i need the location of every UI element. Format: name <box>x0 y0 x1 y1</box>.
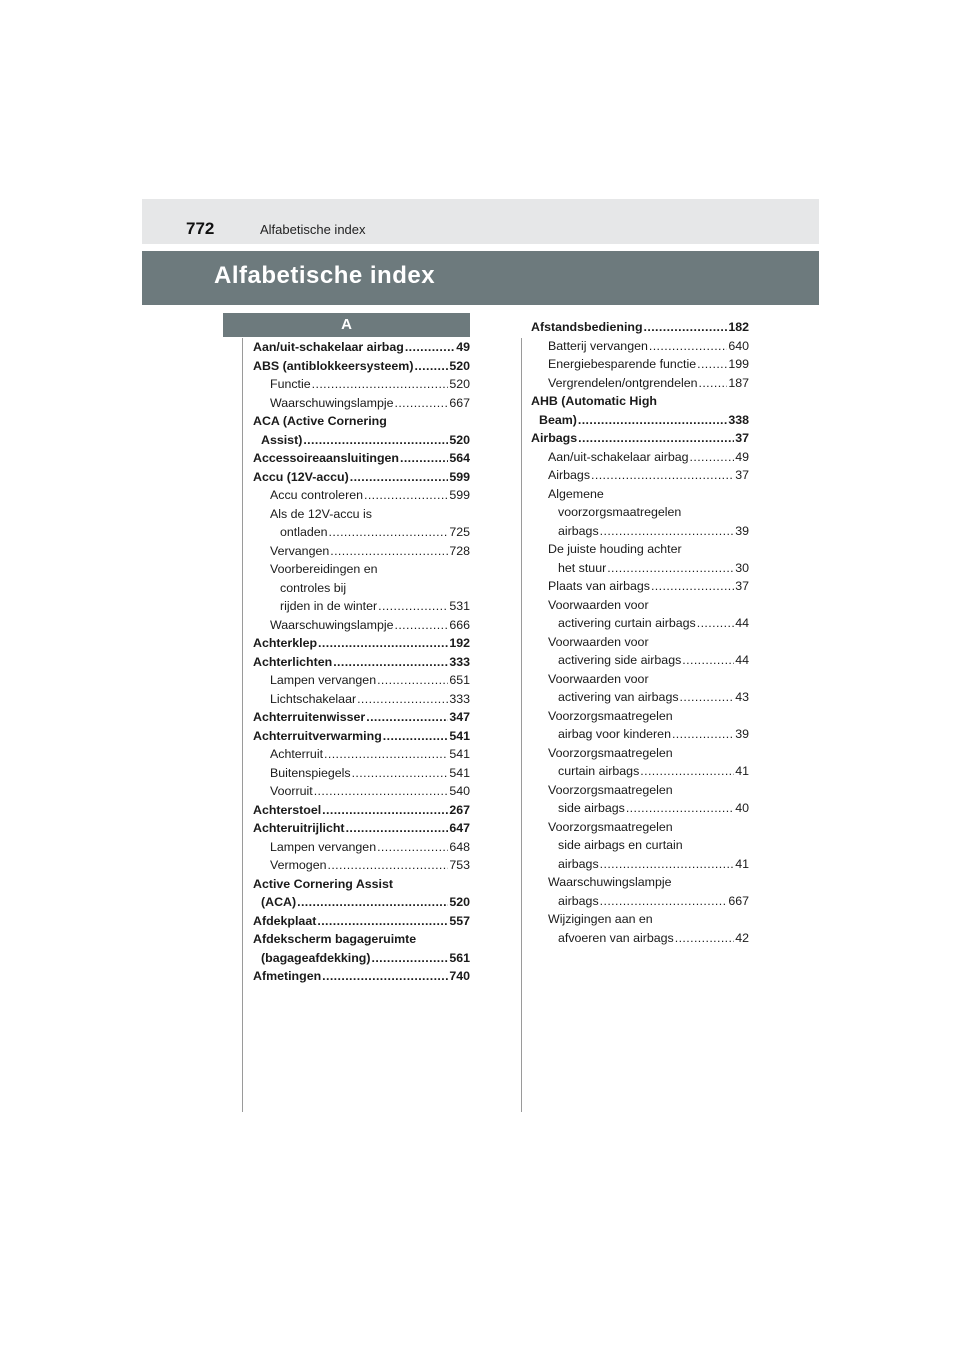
entry-label: Achterstoel <box>253 802 322 817</box>
entry-label: ontladen <box>280 525 328 539</box>
column-divider-left <box>242 338 243 1112</box>
entry-label: (ACA) <box>261 895 297 909</box>
entry-label: Voorzorgsmaatregelen <box>548 782 673 797</box>
entry-page-number: 37 <box>735 468 749 482</box>
index-entry <box>531 707 749 726</box>
index-entry <box>531 688 749 707</box>
page-title: Alfabetische index <box>214 262 436 289</box>
index-entry <box>531 614 749 633</box>
leader-dots <box>578 429 734 448</box>
leader-dots <box>414 357 448 376</box>
leader-dots <box>405 338 455 357</box>
entry-label: Beam) <box>539 412 577 427</box>
index-entry <box>531 596 749 615</box>
entry-page-number: 666 <box>449 617 470 632</box>
entry-page-number: 347 <box>449 710 470 724</box>
index-entry <box>531 670 749 689</box>
leader-dots <box>690 448 735 467</box>
entry-label: afvoeren van airbags <box>558 930 674 945</box>
leader-dots <box>644 318 728 337</box>
leader-dots <box>322 801 448 820</box>
entry-label: Achterlichten <box>253 654 333 669</box>
entry-label: Achterruitverwarming <box>253 728 382 743</box>
leader-dots <box>400 449 448 468</box>
entry-page-number: 520 <box>449 895 470 909</box>
entry-label: Achteruitrijlicht <box>253 821 345 835</box>
leader-dots <box>322 967 448 986</box>
entry-page-number: 541 <box>449 765 470 780</box>
index-entry <box>253 486 470 505</box>
leader-dots <box>317 912 448 931</box>
index-entry <box>531 633 749 652</box>
index-column-left <box>253 338 470 986</box>
index-entry <box>531 744 749 763</box>
leader-dots <box>699 374 728 393</box>
index-entry <box>253 560 470 579</box>
column-divider-right <box>521 338 522 1112</box>
entry-page-number: 43 <box>735 690 749 704</box>
entry-label: activering van airbags <box>558 690 679 704</box>
entry-label: rijden in de winter <box>280 599 378 613</box>
index-entry <box>531 577 749 596</box>
entry-label: Voorzorgsmaatregelen <box>548 708 673 723</box>
index-entry <box>253 949 470 968</box>
index-entry <box>531 392 749 411</box>
entry-label: Accu (12V-accu) <box>253 469 349 484</box>
leader-dots <box>314 782 449 801</box>
entry-page-number: 39 <box>735 523 749 538</box>
leader-dots <box>591 466 734 485</box>
leader-dots <box>682 651 734 670</box>
entry-label: Airbags <box>548 468 591 482</box>
index-entry <box>531 873 749 892</box>
leader-dots <box>697 355 727 374</box>
entry-page-number: 520 <box>449 377 470 391</box>
entry-label: Waarschuwingslampje <box>270 395 394 410</box>
leader-dots <box>318 634 448 653</box>
entry-page-number: 640 <box>728 338 749 353</box>
leader-dots <box>371 949 448 968</box>
leader-dots <box>297 893 448 912</box>
index-entry <box>253 431 470 450</box>
entry-page-number: 267 <box>449 802 470 817</box>
entry-page-number: 40 <box>735 801 749 815</box>
entry-label: Afstandsbediening <box>531 320 643 334</box>
entry-label: controles bij <box>280 580 347 595</box>
entry-label: Afdekscherm bagageruimte <box>253 932 417 946</box>
index-entry <box>253 801 470 820</box>
entry-label: Voorzorgsmaatregelen <box>548 745 673 760</box>
entry-label: AHB (Automatic High <box>531 394 657 408</box>
index-entry <box>253 634 470 653</box>
index-entry <box>531 374 749 393</box>
index-entry <box>253 690 470 709</box>
index-entry <box>253 412 470 431</box>
index-entry <box>253 671 470 690</box>
entry-label: Voorzorgsmaatregelen <box>548 819 673 834</box>
entry-page-number: 39 <box>735 727 749 741</box>
entry-label: Waarschuwingslampje <box>548 875 672 889</box>
entry-label: Algemene <box>548 486 604 501</box>
index-entry <box>531 503 749 522</box>
entry-label: airbags <box>558 523 599 538</box>
index-entry <box>531 337 749 356</box>
entry-page-number: 540 <box>449 784 470 798</box>
index-entry <box>253 838 470 857</box>
index-entry <box>253 875 470 894</box>
entry-page-number: 37 <box>735 579 749 593</box>
entry-page-number: 41 <box>735 764 749 778</box>
index-entry <box>253 357 470 376</box>
leader-dots <box>350 468 449 487</box>
index-entry <box>253 912 470 931</box>
entry-label: Achterruitenwisser <box>253 710 366 724</box>
entry-label: Achterruit <box>270 747 324 761</box>
entry-label: Voorwaarden voor <box>548 671 649 686</box>
index-entry <box>531 929 749 948</box>
entry-page-number: 667 <box>728 893 749 908</box>
leader-dots <box>377 838 448 857</box>
entry-label: Accu controleren <box>270 488 363 502</box>
index-entry <box>253 505 470 524</box>
page-number: 772 <box>186 219 215 238</box>
leader-dots <box>366 708 448 727</box>
entry-label: Afmetingen <box>253 969 322 983</box>
entry-page-number: 557 <box>449 913 470 928</box>
entry-label: Voorwaarden voor <box>548 597 649 612</box>
index-entry <box>253 468 470 487</box>
entry-label: Assist) <box>261 432 303 447</box>
entry-page-number: 753 <box>449 858 470 872</box>
entry-page-number: 30 <box>735 560 749 575</box>
index-entry <box>253 523 470 542</box>
entry-label: Aan/uit-schakelaar airbag <box>253 340 404 354</box>
index-entry <box>253 449 470 468</box>
running-title: Alfabetische index <box>260 222 366 237</box>
section-letter-tab: A <box>223 313 470 337</box>
entry-page-number: 541 <box>449 747 470 761</box>
index-entry <box>531 540 749 559</box>
leader-dots <box>578 411 727 430</box>
leader-dots <box>383 727 449 746</box>
index-entry <box>531 725 749 744</box>
entry-label: ACA (Active Cornering <box>253 414 387 428</box>
index-entry <box>531 522 749 541</box>
entry-page-number: 599 <box>449 488 470 502</box>
entry-label: curtain airbags <box>558 764 640 778</box>
entry-page-number: 338 <box>728 412 749 427</box>
entry-page-number: 44 <box>735 653 749 667</box>
entry-page-number: 599 <box>449 469 470 484</box>
entry-label: Energiebesparende functie <box>548 357 697 371</box>
leader-dots <box>600 855 735 874</box>
entry-label: (bagageafdekking) <box>261 950 371 965</box>
leader-dots <box>607 559 734 578</box>
entry-label: Voorbereidingen en <box>270 562 378 576</box>
index-entry <box>531 781 749 800</box>
entry-label: Lampen vervangen <box>270 839 377 854</box>
leader-dots <box>327 856 448 875</box>
entry-page-number: 49 <box>735 449 749 464</box>
index-entry <box>531 910 749 929</box>
entry-page-number: 41 <box>735 856 749 871</box>
entry-page-number: 192 <box>449 636 470 650</box>
index-entry <box>253 745 470 764</box>
leader-dots <box>333 653 448 672</box>
running-header-bar <box>142 199 819 244</box>
entry-label: activering side airbags <box>558 653 682 667</box>
entry-page-number: 725 <box>449 525 470 539</box>
index-entry <box>531 355 749 374</box>
leader-dots <box>303 431 448 450</box>
entry-label: Waarschuwingslampje <box>270 617 394 632</box>
leader-dots <box>377 671 448 690</box>
entry-label: het stuur <box>558 560 607 575</box>
index-entry <box>531 429 749 448</box>
index-entry <box>531 559 749 578</box>
index-entry <box>531 466 749 485</box>
entry-label: airbag voor kinderen <box>558 727 671 741</box>
leader-dots <box>352 764 449 783</box>
entry-label: Active Cornering Assist <box>253 876 394 891</box>
leader-dots <box>626 799 734 818</box>
entry-page-number: 333 <box>449 691 470 706</box>
entry-label: airbags <box>558 893 599 908</box>
entry-label: Buitenspiegels <box>270 765 351 780</box>
index-entry <box>253 338 470 357</box>
index-entry <box>253 764 470 783</box>
index-entry <box>253 597 470 616</box>
entry-page-number: 541 <box>449 728 470 743</box>
entry-label: De juiste houding achter <box>548 542 682 556</box>
index-entry <box>531 411 749 430</box>
index-entry <box>253 782 470 801</box>
index-entry <box>531 485 749 504</box>
index-entry <box>253 727 470 746</box>
leader-dots <box>600 892 728 911</box>
index-column-right <box>531 318 749 947</box>
entry-page-number: 740 <box>449 969 470 983</box>
entry-label: Vervangen <box>270 543 330 558</box>
entry-label: ABS (antiblokkeersysteem) <box>253 358 414 373</box>
index-entry <box>253 375 470 394</box>
entry-page-number: 728 <box>449 543 470 558</box>
entry-page-number: 520 <box>449 358 470 373</box>
entry-label: Achterklep <box>253 636 318 650</box>
index-entry <box>253 856 470 875</box>
index-entry <box>253 930 470 949</box>
leader-dots <box>675 929 734 948</box>
index-entry <box>253 394 470 413</box>
entry-page-number: 651 <box>449 673 470 687</box>
entry-page-number: 49 <box>456 340 470 354</box>
entry-label: voorzorgsmaatregelen <box>558 505 682 519</box>
index-entry <box>531 651 749 670</box>
leader-dots <box>364 486 448 505</box>
entry-page-number: 199 <box>728 357 749 371</box>
entry-page-number: 182 <box>728 320 749 334</box>
entry-label: Wijzigingen aan en <box>548 912 653 926</box>
entry-label: Aan/uit-schakelaar airbag <box>548 449 689 464</box>
entry-page-number: 37 <box>735 431 749 445</box>
entry-page-number: 44 <box>735 616 749 630</box>
entry-page-number: 42 <box>735 930 749 945</box>
index-entry <box>531 448 749 467</box>
leader-dots <box>330 542 448 561</box>
leader-dots <box>697 614 734 633</box>
index-entry <box>531 855 749 874</box>
leader-dots <box>346 819 449 838</box>
entry-label: Vergrendelen/ontgrendelen <box>548 375 698 390</box>
entry-label: airbags <box>558 856 599 871</box>
leader-dots <box>600 522 735 541</box>
entry-page-number: 187 <box>728 375 749 390</box>
leader-dots <box>378 597 448 616</box>
entry-label: activering curtain airbags <box>558 616 696 630</box>
leader-dots <box>649 337 727 356</box>
entry-label: Voorwaarden voor <box>548 634 649 649</box>
entry-label: Voorruit <box>270 784 313 798</box>
leader-dots <box>651 577 734 596</box>
index-entry <box>531 836 749 855</box>
leader-dots <box>395 394 449 413</box>
entry-page-number: 648 <box>449 839 470 854</box>
entry-page-number: 667 <box>449 395 470 410</box>
entry-label: Afdekplaat <box>253 913 317 928</box>
leader-dots <box>324 745 448 764</box>
leader-dots <box>680 688 735 707</box>
index-entry <box>531 762 749 781</box>
index-entry <box>253 616 470 635</box>
leader-dots <box>312 375 449 394</box>
index-entry <box>531 799 749 818</box>
index-entry <box>253 967 470 986</box>
entry-page-number: 561 <box>449 950 470 965</box>
entry-page-number: 647 <box>449 821 470 835</box>
entry-label: Airbags <box>531 431 578 445</box>
entry-label: Lampen vervangen <box>270 673 377 687</box>
leader-dots <box>640 762 734 781</box>
entry-page-number: 531 <box>449 599 470 613</box>
index-entry <box>531 318 749 337</box>
entry-label: Functie <box>270 377 311 391</box>
index-entry <box>253 542 470 561</box>
entry-label: Plaats van airbags <box>548 579 650 593</box>
index-entry <box>253 819 470 838</box>
index-entry <box>531 818 749 837</box>
entry-label: side airbags <box>558 801 625 815</box>
index-entry <box>253 579 470 598</box>
entry-label: side airbags en curtain <box>558 838 683 852</box>
leader-dots <box>329 523 449 542</box>
entry-label: Als de 12V-accu is <box>270 506 372 521</box>
index-entry <box>253 708 470 727</box>
index-entry <box>253 653 470 672</box>
entry-label: Accessoireaansluitingen <box>253 451 399 465</box>
entry-label: Batterij vervangen <box>548 338 648 353</box>
entry-label: Lichtschakelaar <box>270 691 357 706</box>
entry-page-number: 564 <box>449 451 470 465</box>
entry-page-number: 520 <box>449 432 470 447</box>
leader-dots <box>672 725 734 744</box>
entry-label: Vermogen <box>270 858 327 872</box>
entry-page-number: 333 <box>449 654 470 669</box>
index-entry <box>253 893 470 912</box>
index-entry <box>531 892 749 911</box>
leader-dots <box>395 616 449 635</box>
leader-dots <box>357 690 448 709</box>
